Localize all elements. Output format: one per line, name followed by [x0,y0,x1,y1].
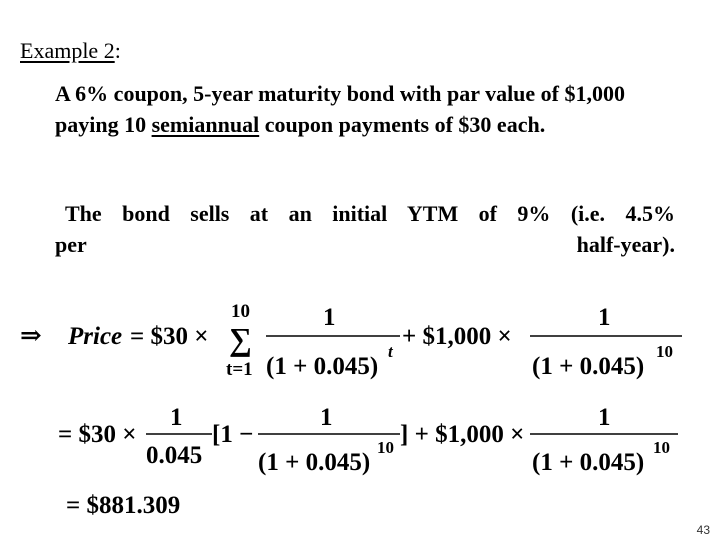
frac1-exponent: t [388,342,393,361]
frac2-numerator: 1 [598,304,611,331]
par-frac-numerator: 1 [598,404,611,431]
discount-frac-exponent: 10 [377,438,394,457]
implies-symbol: ⇒ [20,321,42,350]
discount-frac-numerator: 1 [320,404,333,431]
semiannual-underlined-word: semiannual [151,112,260,137]
ytm-line-1: The bond sells at an initial YTM of 9% (i.e. 4.5% [65,201,675,226]
par-term: + $1,000 × [402,323,512,350]
coupon-term: = $30 × [130,323,209,350]
example-heading-colon: : [114,38,121,63]
frac1-numerator: 1 [323,304,336,331]
sum-upper-limit: 10 [231,301,250,322]
bond-description-text-after: coupon payments of $30 each. [259,112,546,137]
annuity-frac-denominator: 0.045 [146,442,203,469]
frac2-exponent: 10 [656,342,673,361]
formula-line-2 [58,404,678,476]
frac2-denominator: (1 + 0.045) [532,353,645,380]
price-result: = $881.309 [66,492,181,519]
price-label: Price [68,323,123,350]
annuity-frac-numerator: 1 [170,404,183,431]
formula-line-3 [66,492,180,519]
discount-frac-denominator: (1 + 0.045) [258,449,371,476]
bond-description-text-before: A 6% coupon, 5-year maturity bond with par value of $1,000 paying 10 [55,81,626,137]
frac1-denominator: (1 + 0.045) [266,353,379,380]
sigma-symbol: ∑ [229,321,252,357]
coupon-term-2: = $30 × [58,421,137,448]
ytm-line-2: per half-year). [55,232,675,257]
sum-lower-limit: t=1 [226,359,253,380]
par-frac-exponent: 10 [653,438,670,457]
page-number: 43 [696,523,710,537]
bracket-close-par-term: ] + $1,000 × [400,421,525,448]
formula-line-1 [20,301,682,380]
par-frac-denominator: (1 + 0.045) [532,449,645,476]
bracket-open: [1 − [212,421,254,448]
example-heading-label: Example 2 [20,38,115,63]
